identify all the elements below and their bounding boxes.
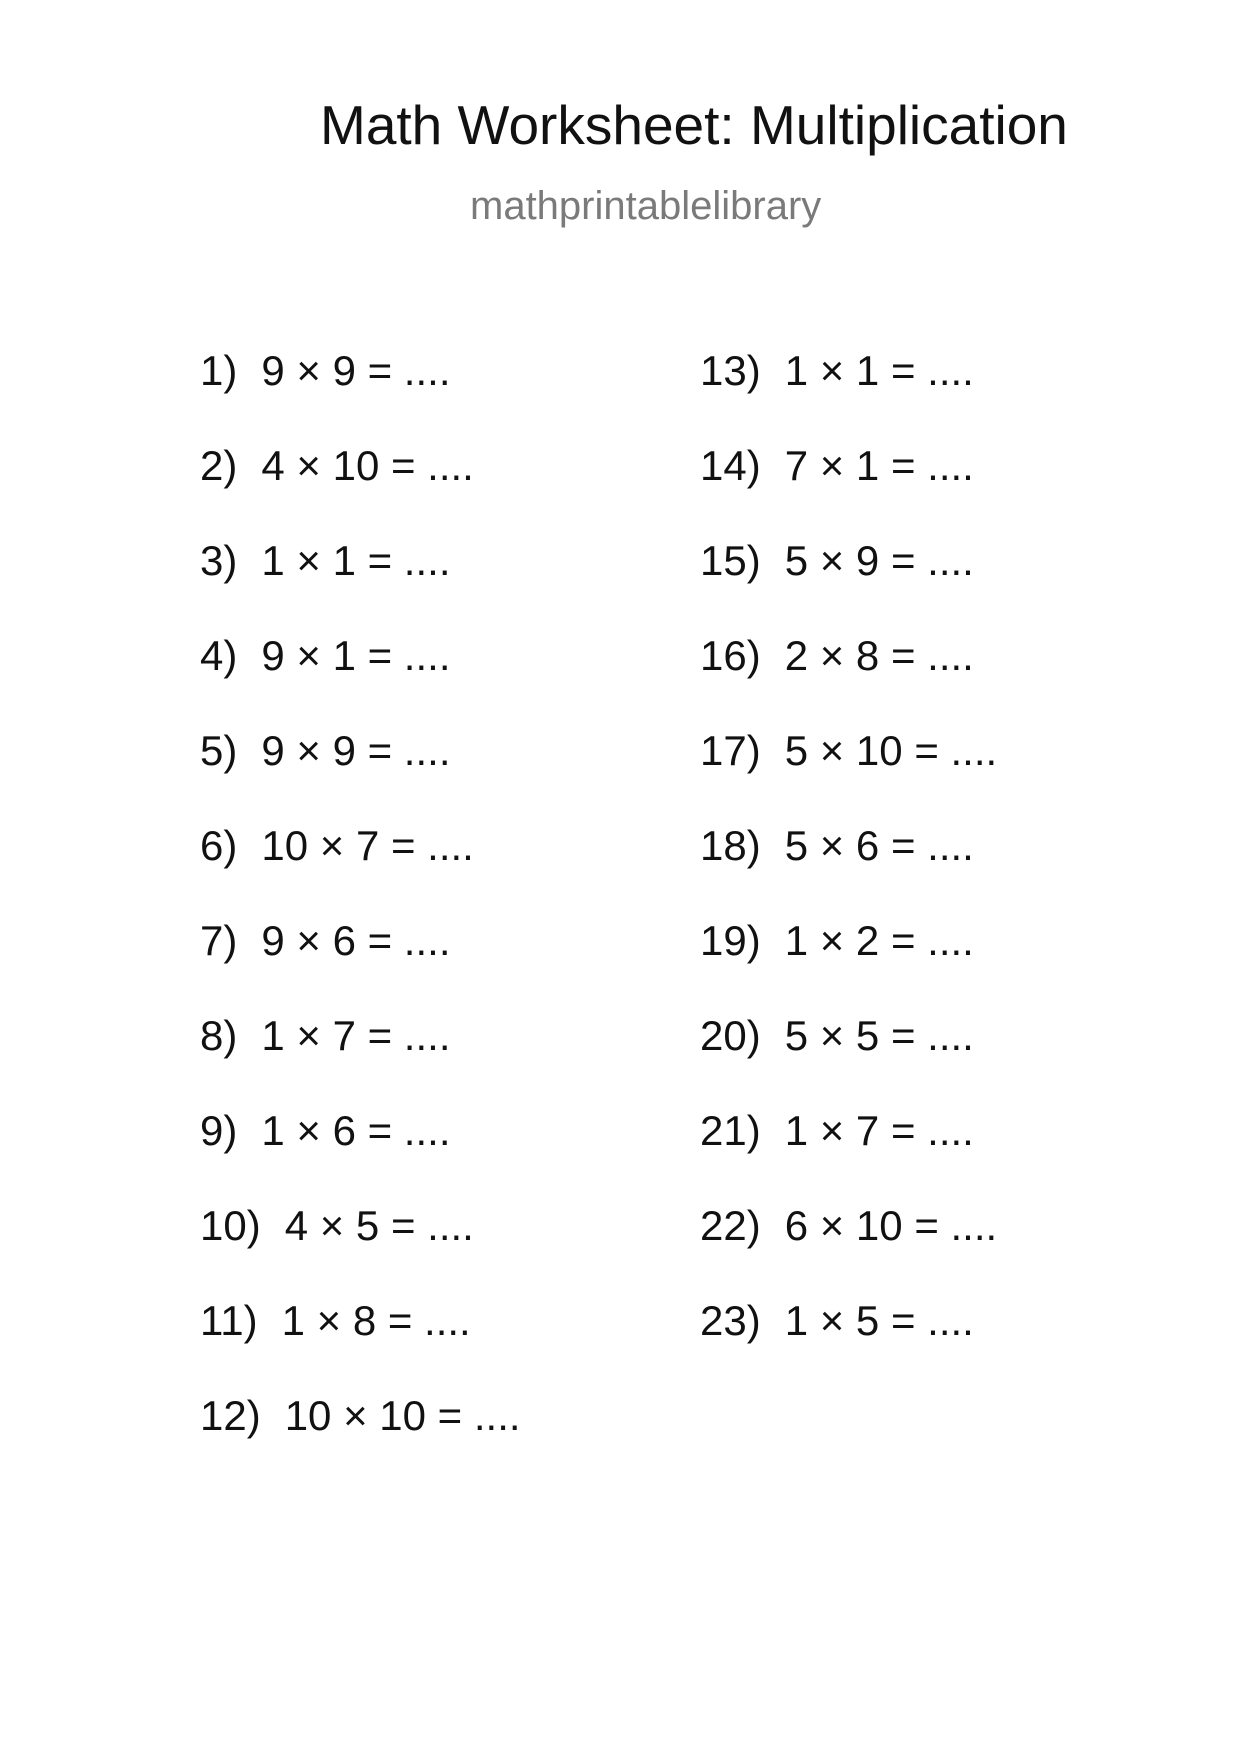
problem-expression: 7 × 1 = .... [784, 442, 974, 489]
problem-item [200, 727, 521, 825]
problem-item [200, 1297, 521, 1395]
problem-number: 14) [700, 442, 761, 489]
problem-number: 4) [200, 632, 238, 679]
problem-number: 17) [700, 727, 761, 774]
problem-number: 7) [200, 917, 238, 964]
problem-item [700, 442, 997, 540]
problem-expression: 9 × 6 = .... [261, 917, 451, 964]
problem-number: 10) [200, 1202, 261, 1249]
problem-item [700, 727, 998, 825]
problem-number: 12) [200, 1392, 261, 1439]
problem-expression: 4 × 10 = .... [261, 442, 474, 489]
problem-item [200, 442, 521, 540]
problem-item [700, 632, 997, 730]
problem-item [700, 1297, 997, 1395]
problem-number: 15) [700, 537, 761, 584]
problem-expression: 4 × 5 = .... [284, 1202, 474, 1249]
worksheet-subtitle: mathprintablelibrary [470, 184, 822, 228]
problem-item [200, 822, 521, 920]
problem-expression: 1 × 5 = .... [784, 1297, 974, 1344]
problem-expression: 10 × 10 = .... [284, 1392, 521, 1439]
problem-expression: 5 × 5 = .... [784, 1012, 974, 1059]
problem-number: 22) [700, 1202, 761, 1249]
problem-expression: 5 × 9 = .... [784, 537, 974, 584]
problem-expression: 10 × 7 = .... [261, 822, 474, 869]
problem-number: 3) [200, 537, 238, 584]
problem-expression: 9 × 9 = .... [261, 727, 451, 774]
problem-item [200, 1202, 521, 1300]
problem-expression: 1 × 7 = .... [784, 1107, 974, 1154]
problem-expression: 5 × 10 = .... [784, 727, 998, 774]
problem-number: 11) [200, 1297, 258, 1344]
problem-expression: 6 × 10 = .... [784, 1202, 998, 1249]
problem-number: 13) [700, 347, 761, 394]
problem-number: 21) [700, 1107, 761, 1154]
problem-number: 8) [200, 1012, 238, 1059]
problem-item [700, 917, 997, 1015]
problem-number: 6) [200, 822, 238, 869]
problem-item [200, 917, 521, 1015]
problem-item [700, 1107, 997, 1205]
problem-expression: 1 × 1 = .... [261, 537, 451, 584]
worksheet-title: Math Worksheet: Multiplication [320, 94, 1068, 156]
problem-item [700, 1012, 997, 1110]
problem-expression: 2 × 8 = .... [784, 632, 974, 679]
problem-expression: 1 × 7 = .... [261, 1012, 451, 1059]
problem-expression: 1 × 6 = .... [261, 1107, 451, 1154]
problem-number: 19) [700, 917, 761, 964]
problem-item [200, 347, 521, 445]
problem-item [200, 1392, 521, 1490]
problem-item [700, 347, 997, 445]
problem-item [700, 822, 997, 920]
problem-number: 16) [700, 632, 761, 679]
problem-expression: 1 × 8 = .... [281, 1297, 471, 1344]
problem-item [200, 632, 521, 730]
problem-column-right [700, 347, 998, 1395]
problem-item [200, 1012, 521, 1110]
problem-number: 9) [200, 1107, 238, 1154]
problem-number: 1) [200, 347, 238, 394]
problem-expression: 9 × 1 = .... [261, 632, 451, 679]
problem-number: 5) [200, 727, 238, 774]
problem-item [700, 537, 997, 635]
problem-item [200, 1107, 521, 1205]
problem-number: 20) [700, 1012, 761, 1059]
problem-item [700, 1202, 998, 1300]
problem-number: 2) [200, 442, 238, 489]
problem-number: 18) [700, 822, 761, 869]
problem-expression: 1 × 1 = .... [784, 347, 974, 394]
problem-expression: 9 × 9 = .... [261, 347, 451, 394]
problem-column-left [200, 347, 521, 1490]
problem-number: 23) [700, 1297, 761, 1344]
problem-expression: 1 × 2 = .... [784, 917, 974, 964]
problem-expression: 5 × 6 = .... [784, 822, 974, 869]
problem-item [200, 537, 521, 635]
